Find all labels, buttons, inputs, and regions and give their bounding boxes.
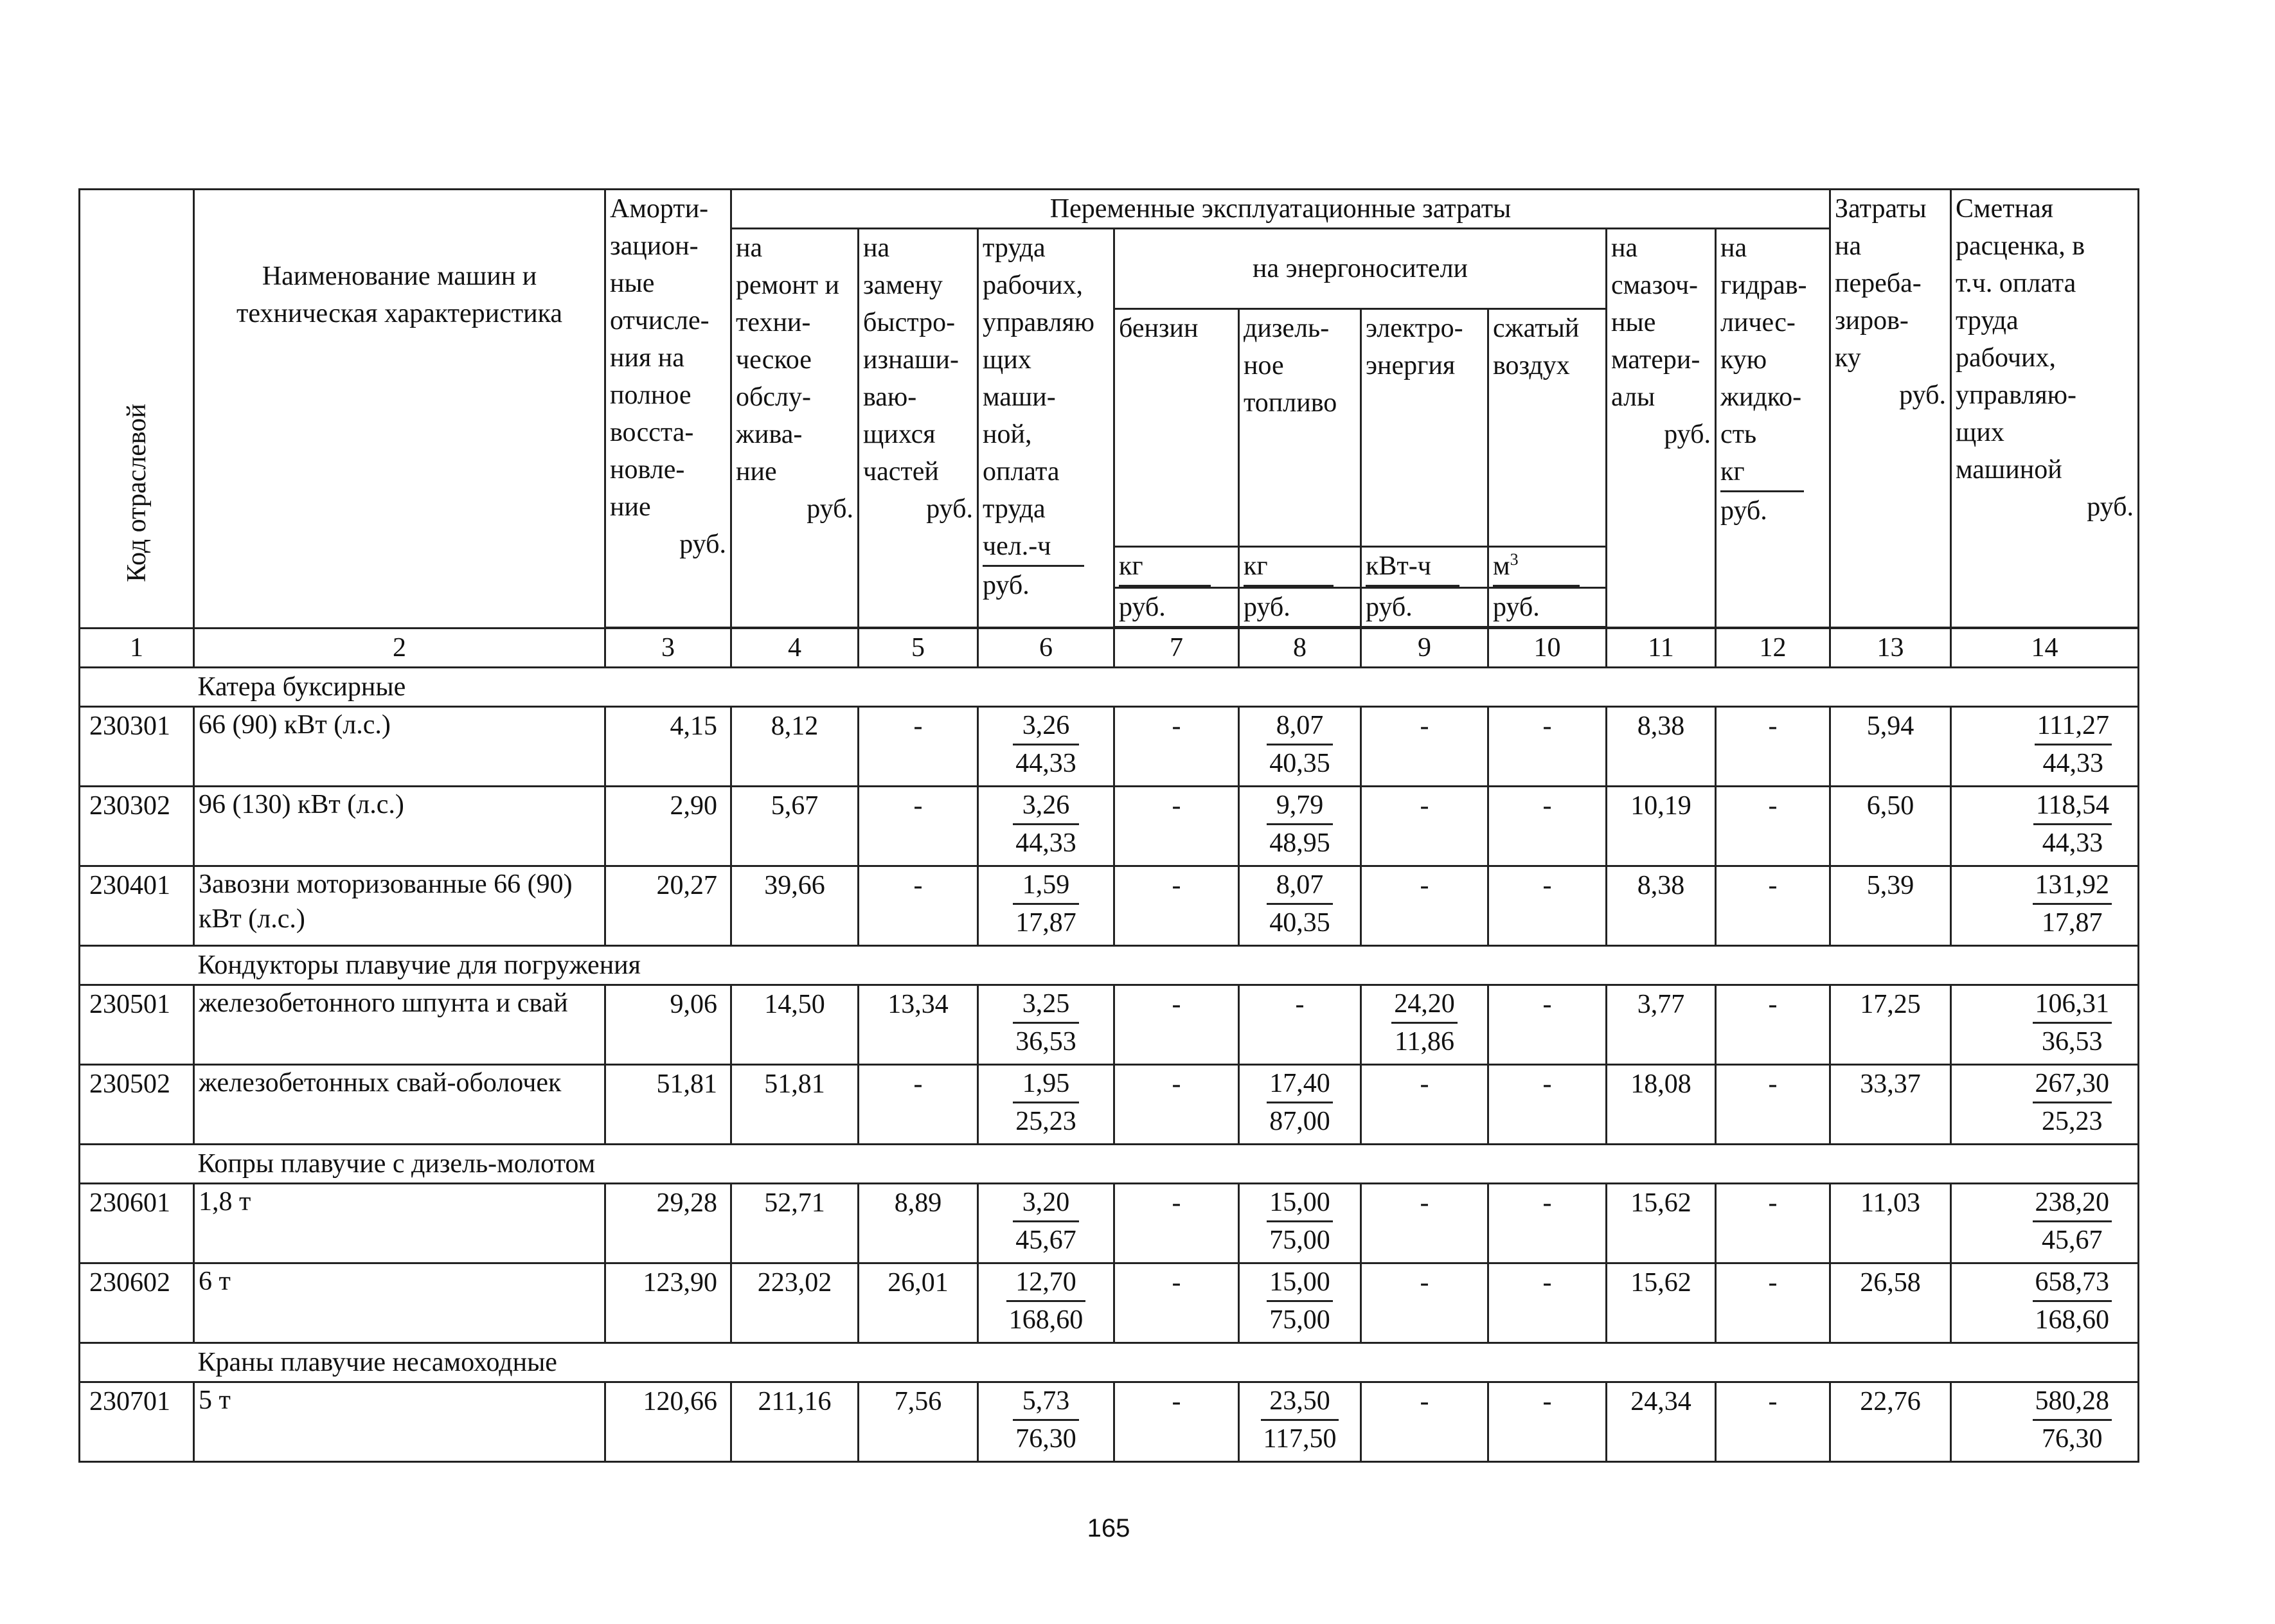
- cell-hydraulic: -: [1716, 1263, 1830, 1343]
- cell-parts: -: [859, 707, 978, 787]
- cell-labor: $\frac{3,26}{44,33}$: [978, 787, 1114, 866]
- unit-label: руб.: [926, 494, 973, 524]
- cell-parts: -: [859, 787, 978, 866]
- cell-petrol: -: [1114, 985, 1239, 1065]
- col-num: 14: [1951, 629, 2139, 668]
- cell-hydraulic: -: [1716, 985, 1830, 1065]
- cell-electro: -: [1361, 1065, 1488, 1145]
- col-num: 1: [80, 629, 194, 668]
- cell-diesel: $\frac{8,07}{40,35}$: [1239, 707, 1361, 787]
- cell-estimate: $\frac{118,54}{44,33}$: [1951, 787, 2139, 866]
- cell-estimate: $\frac{238,20}{45,67}$: [1951, 1184, 2139, 1263]
- row-code: 230601: [80, 1184, 194, 1263]
- cell-air: -: [1488, 707, 1607, 787]
- cell-petrol: -: [1114, 787, 1239, 866]
- unit-label: руб.: [983, 571, 1030, 600]
- cell-petrol: -: [1114, 1263, 1239, 1343]
- col-num: 11: [1607, 629, 1716, 668]
- cell-petrol: -: [1114, 1184, 1239, 1263]
- cell-hydraulic: -: [1716, 1382, 1830, 1462]
- petrol-header: бензин: [1114, 308, 1239, 546]
- code-header: Код отраслевой: [80, 190, 194, 629]
- cell-electro: -: [1361, 707, 1488, 787]
- electro-unit-rub: руб.: [1361, 587, 1488, 627]
- table-row: [80, 866, 2139, 946]
- cell-electro: -: [1361, 1382, 1488, 1462]
- row-name: 66 (90) кВт (л.с.): [194, 707, 605, 787]
- petrol-unit-rub: руб.: [1114, 587, 1239, 627]
- cell-amort: 51,81: [605, 1065, 731, 1145]
- cell-relocation: 11,03: [1830, 1184, 1951, 1263]
- section-title: Катера буксирные: [194, 668, 2139, 707]
- unit-label: руб.: [1664, 420, 1711, 449]
- cell-hydraulic: -: [1716, 787, 1830, 866]
- cell-amort: 9,06: [605, 985, 731, 1065]
- table-row: [80, 1382, 2139, 1462]
- row-code: 230701: [80, 1382, 194, 1462]
- table-row: [80, 1263, 2139, 1343]
- cell-amort: 123,90: [605, 1263, 731, 1343]
- section-title: Краны плавучие несамоходные: [194, 1343, 2139, 1382]
- cell-electro: $\frac{24,20}{11,86}$: [1361, 985, 1488, 1065]
- cell-relocation: 5,39: [1830, 866, 1951, 946]
- cell-air: -: [1488, 1184, 1607, 1263]
- cell-electro: -: [1361, 866, 1488, 946]
- col-num: 2: [194, 629, 605, 668]
- row-name: Завозни моторизованные 66 (90) кВт (л.с.): [194, 866, 605, 946]
- cell-lube: 15,62: [1607, 1184, 1716, 1263]
- cell-parts: 13,34: [859, 985, 978, 1065]
- unit-label: кг: [1720, 453, 1804, 492]
- diesel-unit: кг: [1239, 546, 1361, 587]
- row-code: 230302: [80, 787, 194, 866]
- cell-labor: $\frac{3,20}{45,67}$: [978, 1184, 1114, 1263]
- cell-petrol: -: [1114, 866, 1239, 946]
- cell-diesel: $\frac{17,40}{87,00}$: [1239, 1065, 1361, 1145]
- cell-lube: 10,19: [1607, 787, 1716, 866]
- machine-rates-table: [78, 188, 2139, 1463]
- cell-repair: 51,81: [731, 1065, 859, 1145]
- electro-unit: кВт-ч: [1361, 546, 1488, 587]
- column-numbers-row: [80, 629, 2139, 668]
- cell-relocation: 5,94: [1830, 707, 1951, 787]
- energy-header: на энергоносители: [1114, 229, 1607, 309]
- cell-hydraulic: -: [1716, 1065, 1830, 1145]
- cell-relocation: 17,25: [1830, 985, 1951, 1065]
- cell-repair: 223,02: [731, 1263, 859, 1343]
- cell-labor: $\frac{3,25}{36,53}$: [978, 985, 1114, 1065]
- cell-relocation: 33,37: [1830, 1065, 1951, 1145]
- section-title: Кондукторы плавучие для погружения: [194, 946, 2139, 985]
- cell-electro: -: [1361, 1263, 1488, 1343]
- cell-diesel: $\frac{15,00}{75,00}$: [1239, 1263, 1361, 1343]
- table-row: [80, 787, 2139, 866]
- cell-diesel: -: [1239, 985, 1361, 1065]
- cell-amort: 29,28: [605, 1184, 731, 1263]
- cell-lube: 24,34: [1607, 1382, 1716, 1462]
- cell-parts: 26,01: [859, 1263, 978, 1343]
- cell-air: -: [1488, 1065, 1607, 1145]
- unit-label: руб.: [2087, 492, 2134, 522]
- section-row: [80, 1145, 2139, 1184]
- cell-hydraulic: -: [1716, 866, 1830, 946]
- parts-header: на замену быстро- изнаши- ваю- щихся частей руб.: [859, 229, 978, 628]
- cell-estimate: $\frac{106,31}{36,53}$: [1951, 985, 2139, 1065]
- col-num: 9: [1361, 629, 1488, 668]
- cell-estimate: $\frac{111,27}{44,33}$: [1951, 707, 2139, 787]
- cell-air: -: [1488, 866, 1607, 946]
- cell-air: -: [1488, 1263, 1607, 1343]
- section-row: [80, 668, 2139, 707]
- cell-parts: -: [859, 1065, 978, 1145]
- cell-lube: 18,08: [1607, 1065, 1716, 1145]
- labor-header: труда рабочих, управляю щих маши- ной, оплата труда чел.-ч руб.: [978, 229, 1114, 628]
- cell-electro: -: [1361, 787, 1488, 866]
- col-num: 3: [605, 629, 731, 668]
- cell-lube: 8,38: [1607, 866, 1716, 946]
- cell-labor: $\frac{1,59}{17,87}$: [978, 866, 1114, 946]
- variable-costs-header: Переменные эксплуатационные затраты: [731, 190, 1830, 229]
- col-num: 5: [859, 629, 978, 668]
- row-code: 230301: [80, 707, 194, 787]
- col-num: 6: [978, 629, 1114, 668]
- air-unit: $м^3$: [1488, 546, 1607, 587]
- cell-amort: 2,90: [605, 787, 731, 866]
- cell-labor: $\frac{12,70}{168,60}$: [978, 1263, 1114, 1343]
- cell-petrol: -: [1114, 1065, 1239, 1145]
- cell-relocation: 6,50: [1830, 787, 1951, 866]
- cell-repair: 14,50: [731, 985, 859, 1065]
- unit-label: руб.: [1899, 380, 1946, 410]
- row-code: 230602: [80, 1263, 194, 1343]
- table-row: [80, 1184, 2139, 1263]
- cell-repair: 5,67: [731, 787, 859, 866]
- lubricant-header: на смазоч- ные матери- алы руб.: [1607, 229, 1716, 628]
- cell-petrol: -: [1114, 1382, 1239, 1462]
- air-header: сжатый воздух: [1488, 308, 1607, 546]
- cell-estimate: $\frac{580,28}{76,30}$: [1951, 1382, 2139, 1462]
- col-num: 4: [731, 629, 859, 668]
- amortization-header: Аморти- зацион- ные отчисле- ния на полное восста- новле- ние руб.: [605, 190, 731, 628]
- cell-labor: $\frac{1,95}{25,23}$: [978, 1065, 1114, 1145]
- cell-hydraulic: -: [1716, 707, 1830, 787]
- cell-amort: 120,66: [605, 1382, 731, 1462]
- name-header: Наименование машин и техническая характеристика: [194, 190, 605, 629]
- cell-lube: 8,38: [1607, 707, 1716, 787]
- cell-amort: 4,15: [605, 707, 731, 787]
- cell-relocation: 26,58: [1830, 1263, 1951, 1343]
- unit-label: руб.: [679, 530, 726, 559]
- row-name: 1,8 т: [194, 1184, 605, 1263]
- cell-parts: 7,56: [859, 1382, 978, 1462]
- cell-parts: -: [859, 866, 978, 946]
- col-num: 13: [1830, 629, 1951, 668]
- row-name: 96 (130) кВт (л.с.): [194, 787, 605, 866]
- cell-estimate: $\frac{131,92}{17,87}$: [1951, 866, 2139, 946]
- col-num: 8: [1239, 629, 1361, 668]
- cell-repair: 39,66: [731, 866, 859, 946]
- row-code: 230401: [80, 866, 194, 946]
- page-number: 165: [1087, 1514, 1130, 1542]
- cell-lube: 3,77: [1607, 985, 1716, 1065]
- cell-labor: $\frac{5,73}{76,30}$: [978, 1382, 1114, 1462]
- cell-repair: 52,71: [731, 1184, 859, 1263]
- table-row: [80, 707, 2139, 787]
- row-code: 230501: [80, 985, 194, 1065]
- row-code: 230502: [80, 1065, 194, 1145]
- cell-diesel: $\frac{8,07}{40,35}$: [1239, 866, 1361, 946]
- cell-repair: 211,16: [731, 1382, 859, 1462]
- section-row: [80, 946, 2139, 985]
- table-row: [80, 985, 2139, 1065]
- cell-diesel: $\frac{9,79}{48,95}$: [1239, 787, 1361, 866]
- cell-amort: 20,27: [605, 866, 731, 946]
- cell-diesel: $\frac{15,00}{75,00}$: [1239, 1184, 1361, 1263]
- repair-header: на ремонт и техни- ческое обслу- жива- ние руб.: [731, 229, 859, 628]
- unit-label: руб.: [807, 494, 853, 524]
- cell-petrol: -: [1114, 707, 1239, 787]
- row-name: железобетонных свай-оболочек: [194, 1065, 605, 1145]
- cell-lube: 15,62: [1607, 1263, 1716, 1343]
- section-row: [80, 1343, 2139, 1382]
- col-num: 10: [1488, 629, 1607, 668]
- cell-air: -: [1488, 1382, 1607, 1462]
- cell-air: -: [1488, 787, 1607, 866]
- relocation-header: Затраты на переба- зиров- ку руб.: [1830, 190, 1951, 628]
- cell-electro: -: [1361, 1184, 1488, 1263]
- cell-air: -: [1488, 985, 1607, 1065]
- col-num: 12: [1716, 629, 1830, 668]
- cell-estimate: $\frac{658,73}{168,60}$: [1951, 1263, 2139, 1343]
- row-name: железобетонного шпунта и свай: [194, 985, 605, 1065]
- cell-diesel: $\frac{23,50}{117,50}$: [1239, 1382, 1361, 1462]
- air-unit-rub: руб.: [1488, 587, 1607, 627]
- cell-relocation: 22,76: [1830, 1382, 1951, 1462]
- cell-parts: 8,89: [859, 1184, 978, 1263]
- estimate-header: Сметная расценка, в т.ч. оплата труда рабочих, управляю- щих машиной руб.: [1951, 190, 2139, 628]
- petrol-unit: кг: [1114, 546, 1239, 587]
- cell-labor: $\frac{3,26}{44,33}$: [978, 707, 1114, 787]
- row-name: 6 т: [194, 1263, 605, 1343]
- diesel-unit-rub: руб.: [1239, 587, 1361, 627]
- hydraulic-header: на гидрав- личес- кую жидко- сть кг руб.: [1716, 229, 1830, 628]
- table-row: [80, 1065, 2139, 1145]
- electro-header: электро- энергия: [1361, 308, 1488, 546]
- cell-hydraulic: -: [1716, 1184, 1830, 1263]
- cell-estimate: $\frac{267,30}{25,23}$: [1951, 1065, 2139, 1145]
- unit-label: руб.: [1720, 496, 1767, 526]
- col-num: 7: [1114, 629, 1239, 668]
- diesel-header: дизель- ное топливо: [1239, 308, 1361, 546]
- cell-repair: 8,12: [731, 707, 859, 787]
- unit-label: чел.-ч: [983, 528, 1084, 567]
- section-title: Копры плавучие с дизель-молотом: [194, 1145, 2139, 1184]
- row-name: 5 т: [194, 1382, 605, 1462]
